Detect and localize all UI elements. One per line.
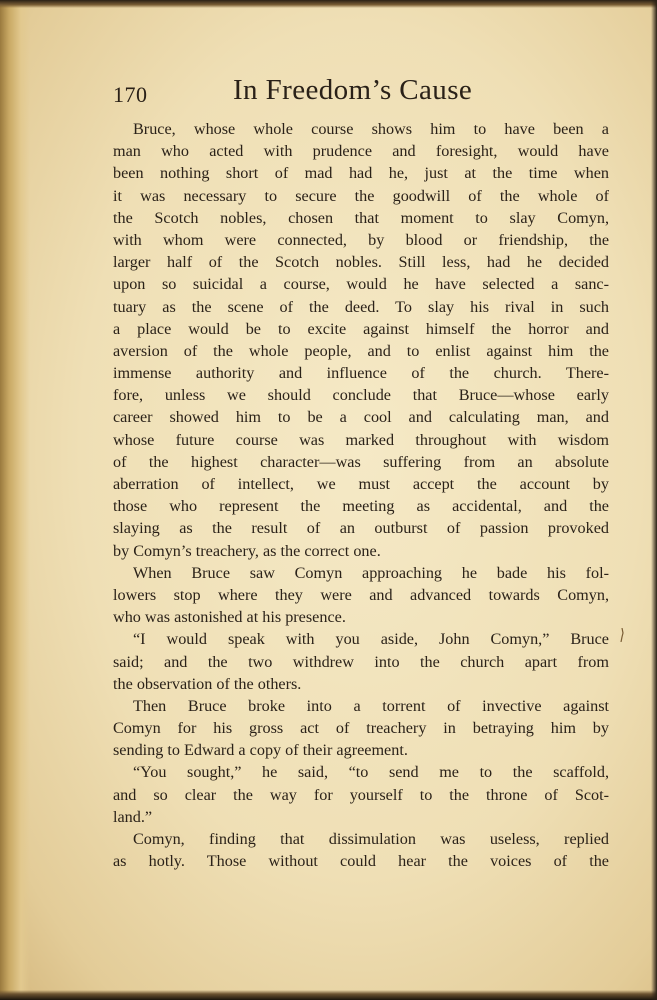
page-right-edge xyxy=(651,0,657,1000)
text-line: said; and the two withdrew into the church apart from xyxy=(113,652,609,671)
text-line: tuary as the scene of the deed. To slay his rival in such xyxy=(113,297,609,316)
text-line: aversion of the whole people, and to enlist against him the xyxy=(113,341,609,360)
text-line: man who acted with prudence and foresight, would have xyxy=(113,142,609,161)
page-header xyxy=(113,72,613,112)
text-line: Comyn for his gross act of treachery in betraying him by xyxy=(113,719,609,738)
text-line: with whom were connected, by blood or friendship, the xyxy=(113,230,609,249)
text-line: of the highest character—was suffering from an absolute xyxy=(113,452,609,471)
text-line: Bruce, whose whole course shows him to have been a xyxy=(133,120,609,138)
text-line: When Bruce saw Comyn approaching he bade his fol- xyxy=(133,563,609,582)
text-line: by Comyn’s treachery, as the correct one. xyxy=(113,541,381,560)
body-text xyxy=(113,118,609,872)
running-title: In Freedom’s Cause xyxy=(233,74,473,106)
text-line: upon so suicidal a course, would he have selected a sanc- xyxy=(113,275,609,294)
text-line: it was necessary to secure the goodwill of the whole of xyxy=(113,186,609,205)
text-line: aberration of intellect, we must accept the account by xyxy=(113,475,609,493)
text-line: those who represent the meeting as accidental, and the xyxy=(113,497,609,516)
text-line: land.” xyxy=(113,807,153,826)
text-line: “You sought,” he said, “to send me to the scaffold, xyxy=(133,763,609,782)
text-line: lowers stop where they were and advanced towards Comyn, xyxy=(113,585,609,604)
page-number: 170 xyxy=(113,82,148,107)
margin-ink-mark xyxy=(619,628,625,642)
text-line: the observation of the others. xyxy=(113,674,302,693)
text-line: immense authority and influence of the church. There- xyxy=(113,364,609,383)
text-line: sending to Edward a copy of their agreement. xyxy=(113,741,408,760)
text-line: whose future course was marked throughout with wisdom xyxy=(113,430,609,449)
text-line: slaying as the result of an outburst of passion provoked xyxy=(113,519,609,538)
text-line: Comyn, finding that dissimulation was useless, replied xyxy=(133,830,609,848)
text-line: “I would speak with you aside, John Comyn,” Bruce xyxy=(133,630,609,649)
page-top-edge xyxy=(0,0,657,8)
text-line: a place would be to excite against himself the horror and xyxy=(113,319,609,338)
text-line: as hotly. Those without could hear the voices of the xyxy=(113,852,609,871)
text-line: been nothing short of mad had he, just at the time when xyxy=(113,164,609,183)
page-bottom-edge xyxy=(0,990,657,1000)
text-line: fore, unless we should conclude that Bruce—whose early xyxy=(113,386,609,405)
text-line: the Scotch nobles, chosen that moment to slay Comyn, xyxy=(113,208,609,227)
text-line: larger half of the Scotch nobles. Still less, had he decided xyxy=(113,253,609,272)
ink-speck-icon xyxy=(619,628,625,642)
text-line: career showed him to be a cool and calculating man, and xyxy=(113,408,609,427)
text-line: Then Bruce broke into a torrent of invective against xyxy=(133,696,609,715)
page-gutter-edge xyxy=(0,0,30,1000)
text-line: who was astonished at his presence. xyxy=(113,608,346,627)
text-line: and so clear the way for yourself to the throne of Scot- xyxy=(113,785,609,804)
